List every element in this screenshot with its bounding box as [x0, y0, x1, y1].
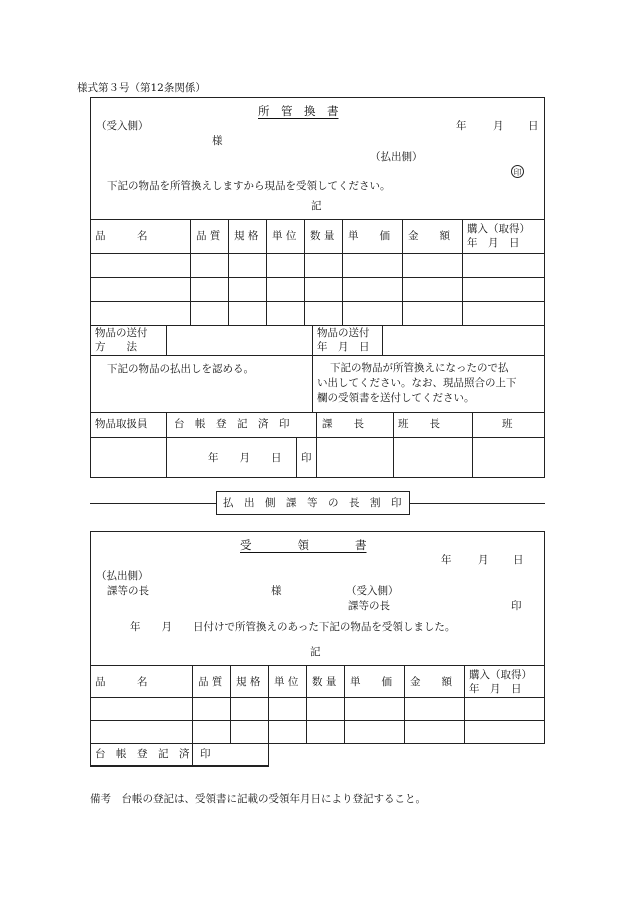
col-quantity: 数 量	[310, 230, 335, 242]
receipt-col-item-name: 品 名	[95, 676, 148, 688]
form-number: 様式第３号（第12条関係）	[77, 82, 206, 94]
send-date-label-2: 年 月 日	[317, 341, 370, 353]
approve-text: 下記の物品の払出しを認める。	[107, 363, 254, 375]
divider-line-right	[410, 503, 545, 504]
col-purchase: 購入（取得）	[467, 223, 530, 235]
ledger-row-mask	[269, 744, 546, 767]
received-text: 年 月 日付けで所管換えのあった下記の物品を受領しました。	[130, 621, 456, 633]
receipt-date-year: 年	[441, 554, 452, 566]
receipt-ledger-label: 台 帳 登 記 済 印	[95, 748, 211, 760]
receipt-col-unit-price: 単 価	[350, 676, 392, 688]
receipt-receiver-chief: 課等の長	[348, 600, 390, 612]
receipt-col-unit: 単 位	[274, 676, 299, 688]
receipt-seal: 印	[511, 600, 522, 612]
transfer-title: 所 管 換 書	[258, 104, 339, 118]
ledger-seal: 印	[301, 452, 312, 464]
request-text: 下記の物品を所管換えしますから現品を受領してください。	[107, 180, 391, 192]
seal-mark: 印	[511, 165, 524, 178]
col-purchase-date: 年 月 日	[467, 237, 520, 249]
receipt-ki-label: 記	[310, 646, 321, 658]
ki-label: 記	[311, 200, 322, 212]
receipt-col-quality: 品 質	[198, 676, 223, 688]
receipt-issuer-side: （払出側）	[96, 570, 149, 582]
send-method-label-2: 方 法	[95, 341, 137, 353]
note-text: 備考 台帳の登記は、受領書に記載の受領年月日により登記すること。	[90, 793, 426, 805]
notice-text-1: 下記の物品が所管換えになったので払	[330, 362, 509, 374]
receipt-col-purchase: 購入（取得）	[469, 669, 532, 681]
receipt-sama: 様	[271, 585, 282, 597]
send-date-label: 物品の送付	[317, 327, 370, 339]
receipt-title: 受 領 書	[240, 538, 367, 552]
handler-label: 物品取扱員	[95, 418, 148, 430]
notice-text-2: い出してください。なお、現品照合の上下	[317, 377, 517, 389]
ledger-date: 年 月 日	[208, 452, 282, 464]
notice-text-3: 欄の受領書を送付してください。	[317, 392, 475, 404]
group-label: 班	[502, 418, 513, 430]
receipt-table-top	[90, 665, 545, 666]
transfer-date-month: 月	[493, 120, 504, 132]
ledger-label: 台 帳 登 記 済 印	[174, 418, 290, 430]
col-amount: 金 額	[408, 230, 450, 242]
transfer-date-year: 年	[456, 120, 467, 132]
receipt-col-spec: 規 格	[236, 676, 261, 688]
receipt-issuer-chief: 課等の長	[107, 585, 149, 597]
group-chief-label: 班 長	[398, 418, 440, 430]
sama-label: 様	[212, 135, 223, 147]
transfer-form	[90, 97, 545, 478]
receipt-date-day: 日	[513, 554, 524, 566]
receiver-side-label: （受入側）	[96, 120, 149, 132]
col-unit-price: 単 価	[348, 230, 390, 242]
transfer-table-top	[90, 219, 545, 220]
col-unit: 単 位	[272, 230, 297, 242]
receipt-col-amount: 金 額	[410, 676, 452, 688]
receipt-receiver-side: （受入側）	[346, 585, 399, 597]
col-spec: 規 格	[234, 230, 259, 242]
issuer-side-label: （払出側）	[370, 151, 423, 163]
divider-line-left	[90, 503, 216, 504]
section-chief-label: 課 長	[322, 418, 364, 430]
send-method-label: 物品の送付	[95, 327, 148, 339]
transfer-date-day: 日	[528, 120, 539, 132]
col-item-name: 品 名	[95, 230, 148, 242]
col-quality: 品 質	[196, 230, 221, 242]
divider-label: 払 出 側 課 等 の 長 割 印	[223, 497, 402, 509]
receipt-col-purchase-date: 年 月 日	[469, 683, 522, 695]
receipt-date-month: 月	[478, 554, 489, 566]
receipt-col-quantity: 数 量	[312, 676, 337, 688]
